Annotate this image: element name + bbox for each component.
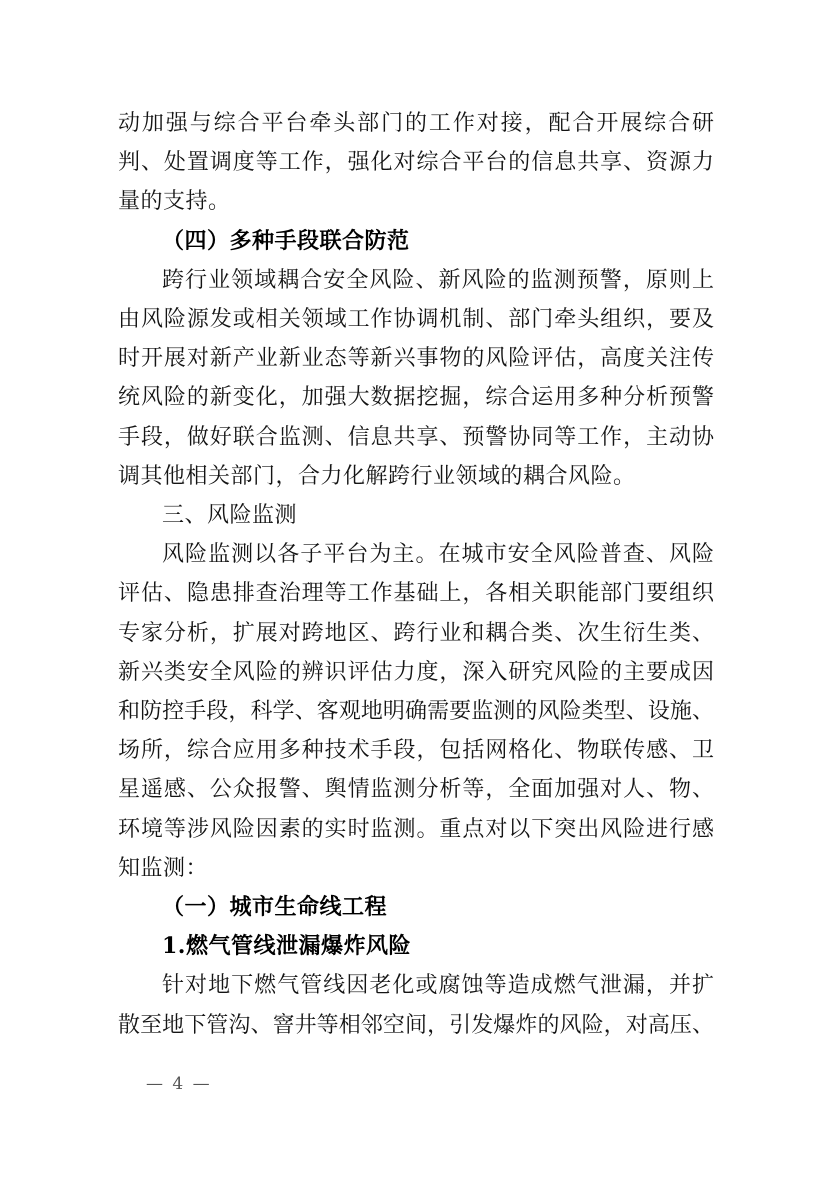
text-line: 由风险源发或相关领域工作协调机制、部门牵头组织，要及	[118, 307, 714, 333]
text-line: 新兴类安全风险的辨识评估力度，深入研究风险的主要成因	[118, 659, 714, 685]
text-line: 量的支持。	[118, 189, 231, 215]
text-line: 跨行业领域耦合安全风险、新风险的监测预警，原则上	[162, 267, 714, 293]
heading-line: （一）城市生命线工程	[162, 894, 388, 921]
text-line: 动加强与综合平台牵头部门的工作对接，配合开展综合研	[118, 111, 714, 136]
text-line: 针对地下燃气管线因老化或腐蚀等造成燃气泄漏，并扩	[162, 973, 714, 999]
text-line: 散至地下管沟、窨井等相邻空间，引发爆炸的风险，对高压、	[118, 1012, 714, 1038]
heading-line: 1.燃气管线泄漏爆炸风险	[162, 933, 411, 960]
text-line: 时开展对新产业新业态等新兴事物的风险评估，高度关注传	[118, 346, 714, 372]
text-line: 和防控手段，科学、客观地明确需要监测的风险类型、设施、	[118, 699, 714, 725]
text-line: 评估、隐患排查治理等工作基础上，各相关职能部门要组织	[118, 581, 714, 607]
heading-line: 三、风险监测	[162, 503, 298, 529]
text-line: 手段，做好联合监测、信息共享、预警协同等工作，主动协	[118, 424, 714, 450]
text-line: 调其他相关部门，合力化解跨行业领域的耦合风险。	[118, 463, 636, 489]
text-line: 判、处置调度等工作，强化对综合平台的信息共享、资源力	[118, 150, 714, 176]
text-line: 统风险的新变化，加强大数据挖掘，综合运用多种分析预警	[118, 385, 714, 411]
text-line: 场所，综合应用多种技术手段，包括网格化、物联传感、卫	[118, 738, 714, 764]
page-number: — 4 —	[146, 1074, 212, 1094]
text-line: 知监测：	[118, 855, 209, 881]
text-line: 环境等涉风险因素的实时监测。重点对以下突出风险进行感	[118, 816, 714, 842]
document-body	[118, 104, 714, 1045]
heading-line: （四）多种手段联合防范	[162, 227, 410, 254]
text-line: 星遥感、公众报警、舆情监测分析等，全面加强对人、物、	[118, 777, 714, 803]
text-line: 风险监测以各子平台为主。在城市安全风险普查、风险	[162, 542, 714, 568]
text-line: 专家分析，扩展对跨地区、跨行业和耦合类、次生衍生类、	[118, 620, 714, 646]
